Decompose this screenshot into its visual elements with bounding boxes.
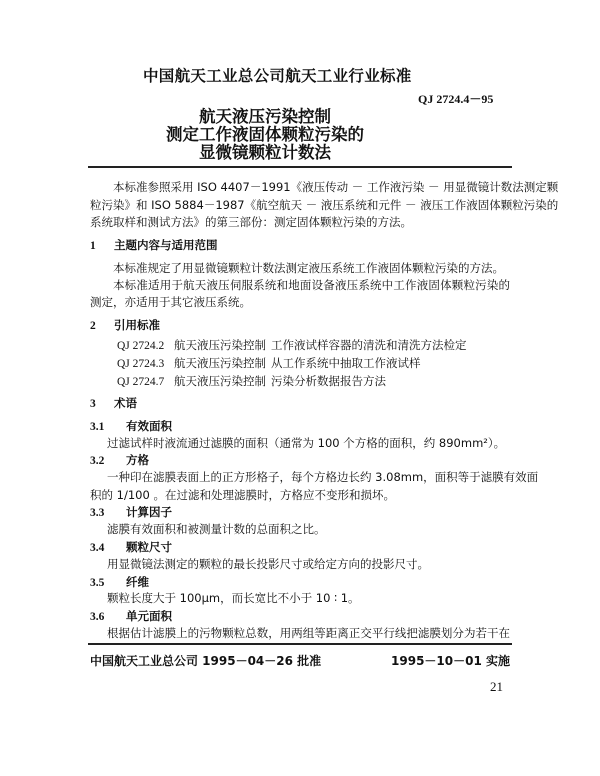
term-title: 纤维 bbox=[126, 575, 149, 589]
term-heading bbox=[90, 609, 510, 624]
body-line: 本标准适用于航天液压伺服系统和地面设备液压系统中工作液固体颗粒污染的 bbox=[113, 278, 510, 292]
term-heading bbox=[90, 505, 510, 520]
term-number: 3.5 bbox=[90, 577, 105, 589]
section-title: 引用标准 bbox=[114, 318, 160, 332]
term-heading bbox=[90, 575, 510, 590]
intro-line: 本标准参照采用 ISO 4407－1991《液压传动 － 工作液污染 － 用显微镜计数法测定颗 bbox=[113, 180, 559, 194]
reference-item bbox=[117, 373, 386, 389]
section-1-heading bbox=[90, 238, 510, 253]
section-title: 术语 bbox=[114, 396, 137, 410]
term-title: 有效面积 bbox=[126, 419, 172, 433]
reference-item bbox=[117, 337, 467, 353]
body-line: 测定，亦适用于其它液压系统。 bbox=[90, 295, 251, 309]
term-definition: 滤膜有效面积和被测量计数的总面积之比。 bbox=[107, 522, 326, 536]
term-definition: 过滤试样时液流通过滤膜的面积（通常为 100 个方格的面积，约 890mm²）。 bbox=[107, 436, 506, 450]
term-title: 方格 bbox=[126, 453, 149, 467]
header-divider bbox=[88, 166, 512, 168]
ref-code: QJ 2724.3 bbox=[117, 358, 165, 370]
term-heading bbox=[90, 453, 510, 468]
term-definition: 根据估计滤膜上的污物颗粒总数，用两组等距离正交平行线把滤膜划分为若干在 bbox=[107, 626, 510, 640]
section-number: 2 bbox=[90, 320, 96, 332]
ref-name: 工作液试样容器的清洗和清洗方法检定 bbox=[271, 338, 467, 352]
standard-code: QJ 2724.4－95 bbox=[418, 92, 494, 106]
term-title: 单元面积 bbox=[126, 609, 172, 623]
intro-line: 系统取样和测试方法》的第三部份：测定固体颗粒污染的方法。 bbox=[90, 215, 412, 229]
term-number: 3.4 bbox=[90, 542, 105, 554]
issuing-organization-header: 中国航天工业总公司航天工业行业标准 bbox=[143, 67, 412, 85]
section-title: 主题内容与适用范围 bbox=[114, 238, 218, 252]
term-heading bbox=[90, 419, 510, 434]
term-definition: 一种印在滤膜表面上的正方形格子，每个方格边长约 3.08mm，面积等于滤膜有效面 bbox=[107, 470, 539, 484]
ref-series: 航天液压污染控制 bbox=[174, 338, 266, 352]
term-heading bbox=[90, 540, 510, 555]
term-number: 3.3 bbox=[90, 507, 105, 519]
document-title-line-3: 显微镜颗粒计数法 bbox=[199, 143, 331, 162]
effective-date: 1995－10－01 实施 bbox=[391, 654, 510, 668]
section-2-heading bbox=[90, 318, 510, 333]
document-title-line-1: 航天液压污染控制 bbox=[199, 107, 331, 126]
ref-code: QJ 2724.2 bbox=[117, 340, 165, 352]
reference-item bbox=[117, 355, 421, 371]
term-definition: 积的 1/100 。在过滤和处理滤膜时，方格应不变形和损坏。 bbox=[90, 488, 395, 502]
term-number: 3.2 bbox=[90, 455, 105, 467]
term-title: 计算因子 bbox=[126, 505, 172, 519]
term-definition: 用显微镜法测定的颗粒的最长投影尺寸或给定方向的投影尺寸。 bbox=[107, 557, 429, 571]
term-title: 颗粒尺寸 bbox=[126, 540, 172, 554]
section-number: 3 bbox=[90, 398, 96, 410]
ref-series: 航天液压污染控制 bbox=[174, 356, 266, 370]
section-number: 1 bbox=[90, 240, 96, 252]
term-definition: 颗粒长度大于 100μm，而长宽比不小于 10 ∶ 1。 bbox=[107, 591, 360, 605]
ref-code: QJ 2724.7 bbox=[117, 376, 165, 388]
footer-divider bbox=[88, 643, 512, 645]
term-number: 3.6 bbox=[90, 611, 105, 623]
approval-date: 中国航天工业总公司 1995－04－26 批准 bbox=[90, 654, 322, 668]
ref-name: 从工作系统中抽取工作液试样 bbox=[271, 356, 421, 370]
term-number: 3.1 bbox=[90, 421, 105, 433]
document-title-line-2: 测定工作液固体颗粒污染的 bbox=[166, 125, 364, 144]
ref-series: 航天液压污染控制 bbox=[174, 374, 266, 388]
page-number: 21 bbox=[490, 679, 503, 694]
section-3-heading bbox=[90, 396, 510, 411]
body-line: 本标准规定了用显微镜颗粒计数法测定液压系统工作液固体颗粒污染的方法。 bbox=[113, 261, 504, 275]
intro-line: 粒污染》和 ISO 5884－1987《航空航天 － 液压系统和元件 － 液压工作液固体颗粒污染的 bbox=[90, 198, 559, 212]
ref-name: 污染分析数据报告方法 bbox=[271, 374, 386, 388]
